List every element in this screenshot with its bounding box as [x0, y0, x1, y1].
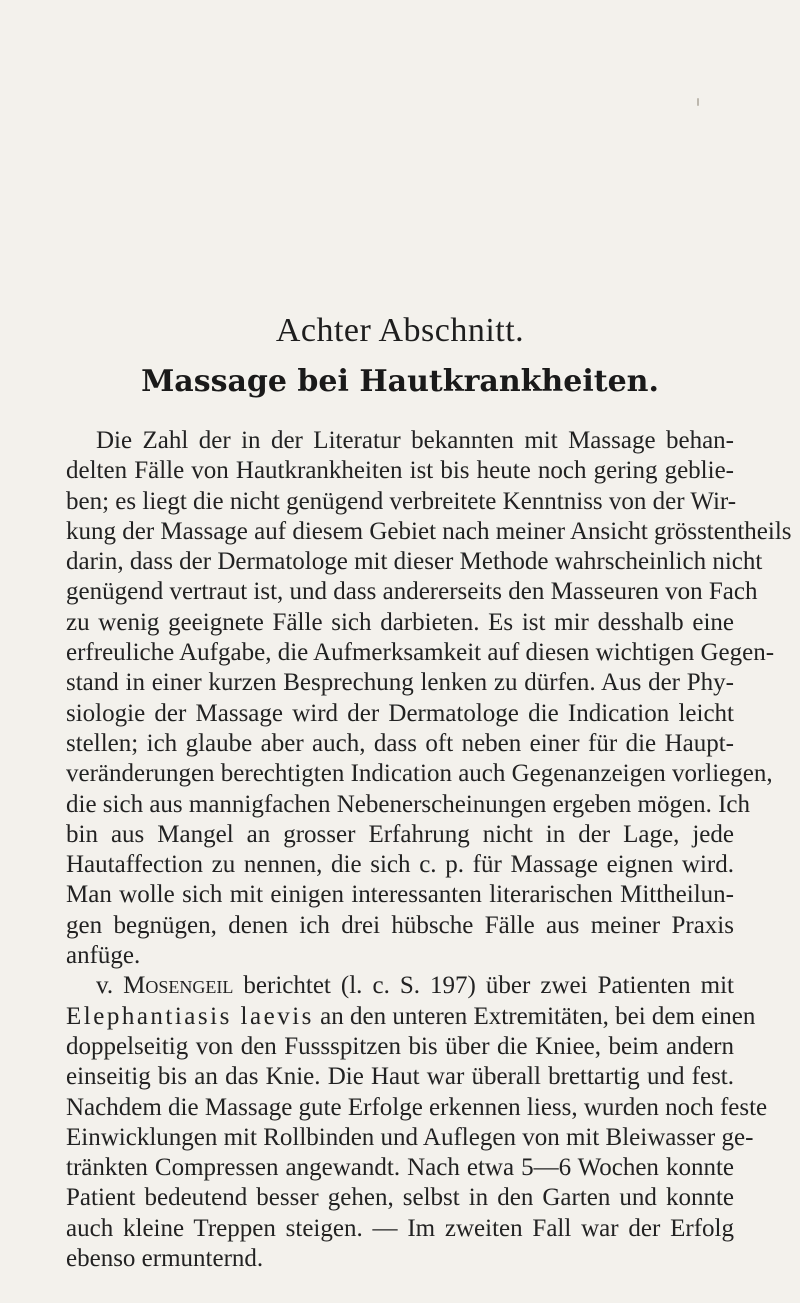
- text-line: [66, 971, 734, 1001]
- author-name: Mosengeil: [123, 972, 234, 1000]
- text-line: einseitig bis an das Knie. Die Haut war überall brettartig und fest.: [66, 1063, 734, 1091]
- text-line: stand in einer kurzen Besprechung lenken zu dürfen. Aus der Phy-: [66, 669, 734, 697]
- disease-term: Elephantiasis laevis: [66, 1002, 314, 1030]
- text-line: [66, 1002, 756, 1032]
- text-line: kung der Massage auf diesem Gebiet nach meiner Ansicht grösstentheils: [66, 517, 792, 545]
- chapter-title: Massage bei Hautkrankheiten.: [141, 364, 659, 399]
- text-line: stellen; ich glaube aber auch, dass oft neben einer für die Haupt-: [66, 729, 734, 757]
- text-line: bin aus Mangel an grosser Erfahrung nicht in der Lage, jede: [66, 820, 734, 848]
- text-line: ebenso ermunternd.: [66, 1245, 264, 1273]
- text-line: erfreuliche Aufgabe, die Aufmerksamkeit auf diesen wichtigen Gegen-: [66, 639, 775, 667]
- text-line: siologie der Massage wird der Dermatologe die Indication leicht: [66, 699, 734, 727]
- text-line: ben; es liegt die nicht genügend verbreitete Kenntniss von der Wir-: [66, 487, 737, 515]
- text-line: gen begnügen, denen ich drei hübsche Fälle aus meiner Praxis: [66, 911, 734, 939]
- text-line: delten Fälle von Hautkrankheiten ist bis heute noch gering geblie-: [66, 457, 734, 485]
- text-line: Man wolle sich mit einigen interessanten literarischen Mittheilun-: [66, 881, 734, 909]
- section-label: Achter Abschnitt.: [275, 312, 525, 349]
- text-line: anfüge.: [66, 942, 141, 970]
- text-line: tränkten Compressen angewandt. Nach etwa 5—6 Wochen konnte: [66, 1154, 734, 1182]
- text-fragment: berichtet (l. c. S. 197) über zwei Patienten mit: [233, 972, 734, 1000]
- text-line: darin, dass der Dermatologe mit dieser Methode wahrscheinlich nicht: [66, 548, 763, 576]
- text-line: Patient bedeutend besser gehen, selbst in den Garten und konnte: [66, 1184, 734, 1212]
- text-line: zu wenig geeignete Fälle sich darbieten. Es ist mir desshalb eine: [66, 608, 734, 636]
- text-line: Nachdem die Massage gute Erfolge erkennen liess, wurden noch feste: [66, 1093, 768, 1121]
- text-line: die sich aus mannigfachen Nebenerscheinungen ergeben mögen. Ich: [66, 790, 750, 818]
- body-text: [66, 426, 792, 1274]
- paper-speck: [697, 98, 699, 106]
- text-line: auch kleine Treppen steigen. — Im zweiten Fall war der Erfolg: [66, 1214, 734, 1242]
- text-fragment: an den unteren Extremitäten, bei dem einen: [313, 1002, 756, 1030]
- text-line: Einwicklungen mit Rollbinden und Auflegen von mit Bleiwasser ge-: [66, 1123, 754, 1151]
- text-line: Hautaffection zu nennen, die sich c. p. für Massage eignen wird.: [66, 851, 734, 879]
- text-line: genügend vertraut ist, und dass andererseits den Masseuren von Fach: [66, 578, 758, 606]
- text-line: veränderungen berechtigten Indication auch Gegenanzeigen vorliegen,: [66, 760, 773, 788]
- text-line: Die Zahl der in der Literatur bekannten mit Massage behan-: [96, 427, 734, 454]
- text-line: doppelseitig von den Fussspitzen bis über die Kniee, beim andern: [66, 1032, 734, 1060]
- author-prefix: v.: [96, 972, 124, 1000]
